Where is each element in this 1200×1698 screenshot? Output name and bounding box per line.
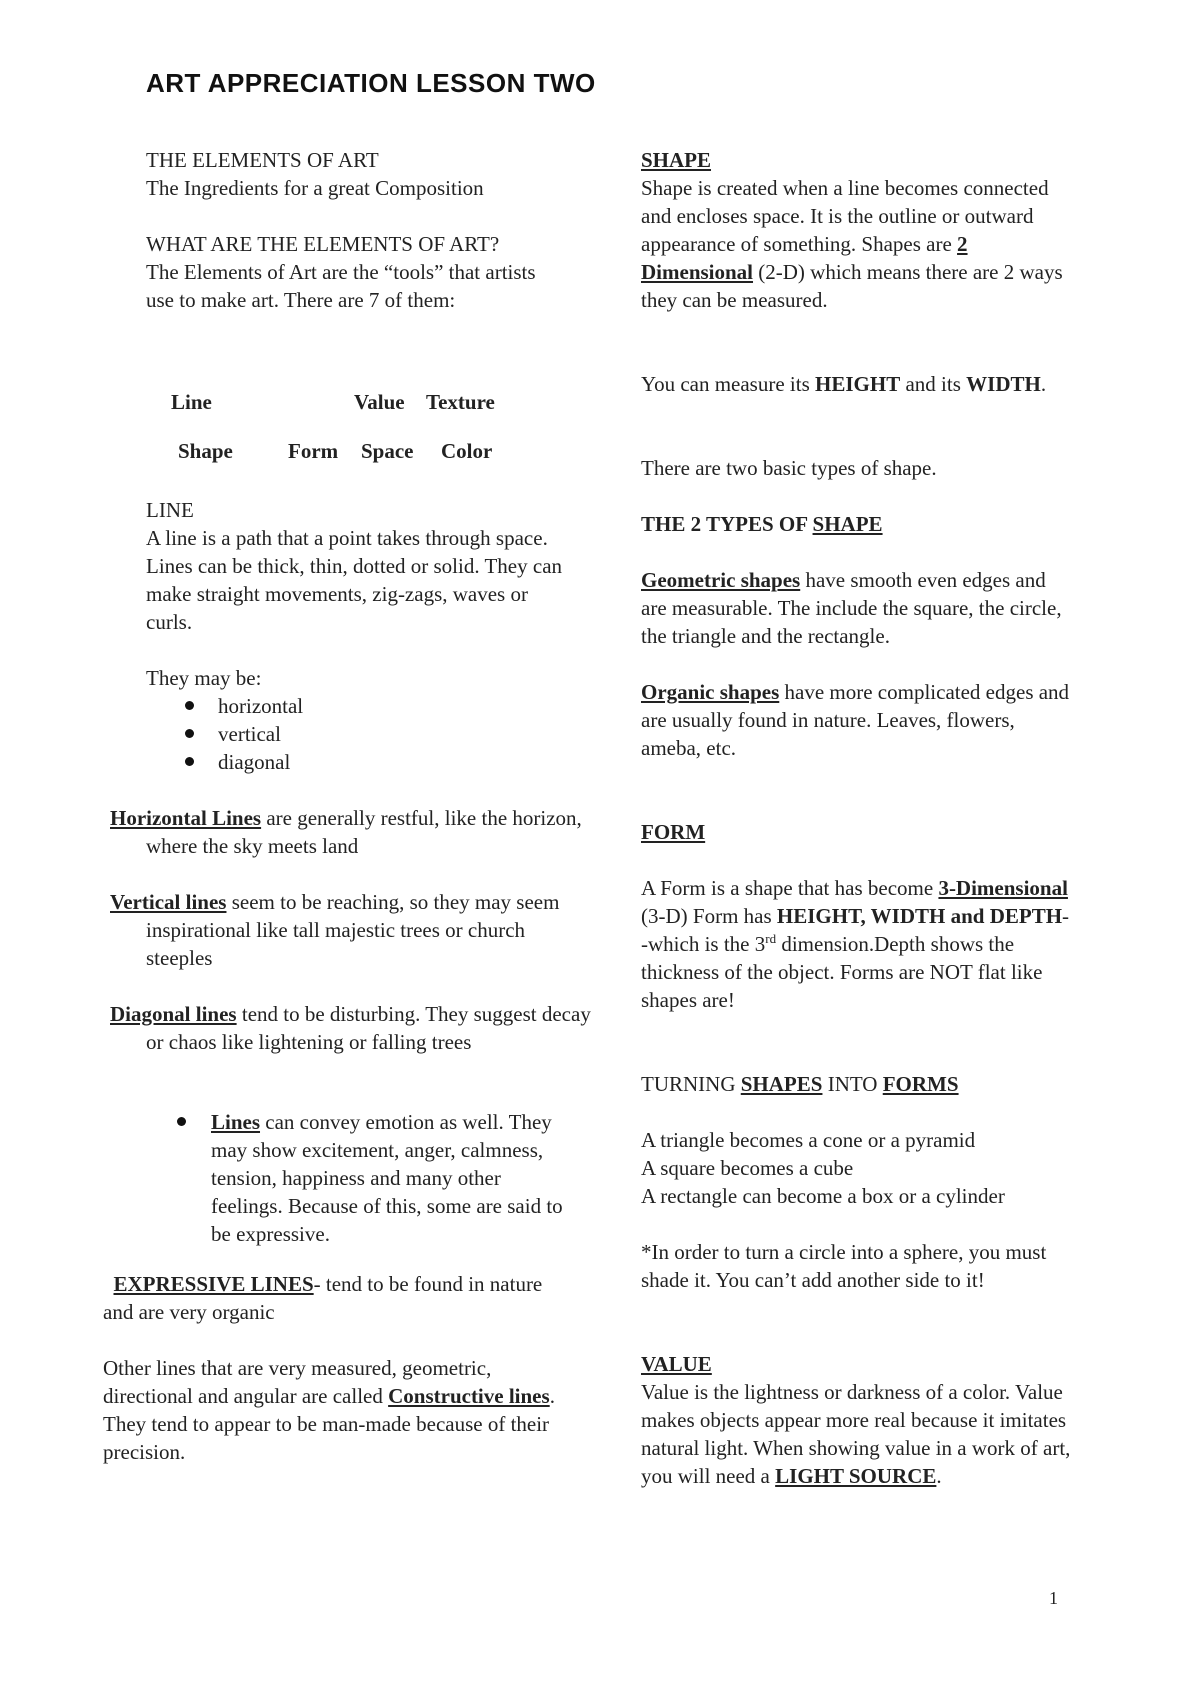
diagonal-lines-text: tend to be disturbing. They suggest decay or chaos like lightening or falling trees (146, 1002, 591, 1054)
lines-emotion-text: can convey emotion as well. They may show excitement, anger, calmness, tension, happiness and many other feelings. Because of this, some are said to be expressive. (211, 1110, 563, 1246)
elements-subheading: The Ingredients for a great Composition (146, 176, 484, 200)
light-source-term: LIGHT SOURCE (775, 1464, 937, 1488)
turning-text: TURNING (641, 1072, 741, 1096)
turning-into: INTO (822, 1072, 883, 1096)
elements-question-answer: The Elements of Art are the “tools” that artists use to make art. There are 7 of them: (146, 260, 536, 312)
organic-shapes-paragraph (641, 678, 1071, 762)
line-description: A line is a path that a point takes through space. Lines can be thick, thin, dotted or solid. They can make straight movements, zig-zags, waves or curls. (146, 526, 563, 634)
value-description-end: . (936, 1464, 942, 1488)
expressive-lines-term: EXPRESSIVE LINES (113, 1272, 314, 1296)
bullet-icon (185, 757, 194, 766)
element-form: Form (288, 439, 339, 463)
horizontal-lines-paragraph (110, 804, 596, 860)
shape-description: Shape is created when a line becomes connected and encloses space. It is the outline or outward appearance of something. Shapes are (641, 176, 1049, 256)
sphere-note: *In order to turn a circle into a sphere, you must shade it. You can’t add another side to it! (641, 1240, 1047, 1292)
horizontal-lines-term: Horizontal Lines (110, 806, 262, 830)
turning-heading (641, 1070, 1071, 1098)
form-3d-term: 3-Dimensional (938, 876, 1068, 900)
shape-width-term: WIDTH (966, 372, 1041, 396)
form-text-mid: (3-D) Form has (641, 904, 777, 928)
shape-types-heading (641, 510, 883, 538)
document-title: ART APPRECIATION LESSON TWO (146, 68, 596, 98)
line-types-intro: They may be: (146, 666, 262, 690)
bullet-icon (177, 1117, 186, 1126)
element-color: Color (441, 439, 493, 463)
organic-shapes-text: have more complicated edges and are usually found in nature. Leaves, flowers, ameba, etc. (641, 680, 1070, 760)
elements-question: WHAT ARE THE ELEMENTS OF ART? (146, 232, 500, 256)
form-text: A Form is a shape that has become (641, 876, 939, 900)
element-value: Value (354, 390, 405, 414)
expressive-lines-text: - tend to be found in nature and are very organic (103, 1272, 543, 1324)
line-heading: LINE (146, 498, 194, 522)
organic-shapes-term: Organic shapes (641, 680, 780, 704)
line-type-vertical: vertical (218, 722, 281, 746)
geometric-shapes-paragraph (641, 566, 1071, 650)
shape-measure-paragraph (641, 370, 1071, 398)
form-heading-text: FORM (641, 820, 706, 844)
shape-measure-text: You can measure its (641, 372, 816, 396)
bullet-icon (185, 701, 194, 710)
turning-shapes-term: SHAPES (740, 1072, 823, 1096)
constructive-lines-intro: Other lines that are very measured, geometric, directional and angular are called (103, 1356, 492, 1408)
form-text-end: dimension.Depth shows the thickness of the object. Forms are NOT flat like shapes are! (641, 932, 1043, 1012)
elements-heading: THE ELEMENTS OF ART (146, 148, 379, 172)
element-texture: Texture (426, 390, 495, 414)
turning-forms-term: FORMS (882, 1072, 959, 1096)
constructive-lines-text: . They tend to appear to be man-made because of their precision. (103, 1384, 555, 1464)
lines-emotion-term: Lines (211, 1110, 261, 1134)
conversion-square: A square becomes a cube (641, 1156, 854, 1180)
lines-emotion-paragraph (211, 1108, 563, 1248)
value-section (641, 1350, 1071, 1490)
elements-question-block (146, 230, 566, 314)
form-superscript: rd (765, 931, 777, 946)
form-paragraph (641, 874, 1071, 1014)
page-number: 1 (1049, 1588, 1058, 1608)
line-type-horizontal: horizontal (218, 694, 304, 718)
shape-measure-end: . (1040, 372, 1047, 396)
element-shape: Shape (178, 439, 233, 463)
element-space: Space (361, 439, 414, 463)
vertical-lines-term: Vertical lines (110, 890, 227, 914)
line-section (146, 496, 566, 636)
vertical-lines-text: seem to be reaching, so they may seem inspirational like tall majestic trees or church steeples (146, 890, 560, 970)
form-heading (641, 818, 705, 846)
shape-heading: SHAPE (641, 148, 712, 172)
value-heading: VALUE (641, 1352, 712, 1376)
bullet-icon (185, 729, 194, 738)
form-text-after: --which is the 3 (641, 904, 1070, 956)
conversion-rectangle: A rectangle can become a box or a cylinder (641, 1184, 1005, 1208)
conversion-triangle: A triangle becomes a cone or a pyramid (641, 1128, 976, 1152)
form-dimensions-term: HEIGHT, WIDTH and DEPTH (776, 904, 1063, 928)
vertical-lines-paragraph (110, 888, 596, 972)
shape-2d-term: 2 Dimensional (641, 232, 968, 284)
shape-measure-and: and its (900, 372, 967, 396)
shape-types-heading-term: SHAPE (812, 512, 883, 536)
shape-description-end: (2-D) which means there are 2 ways they can be measured. (641, 260, 1063, 312)
horizontal-lines-text: are generally restful, like the horizon, where the sky meets land (146, 806, 582, 858)
diagonal-lines-term: Diagonal lines (110, 1002, 237, 1026)
shape-types-heading-text: THE 2 TYPES OF (641, 512, 813, 536)
diagonal-lines-paragraph (110, 1000, 596, 1056)
line-type-diagonal: diagonal (218, 750, 291, 774)
value-description: Value is the lightness or darkness of a color. Value makes objects appear more real because it imitates natural light. When showing value in a work of art, you will need a (641, 1380, 1071, 1488)
expressive-lines-paragraph (103, 1270, 563, 1326)
element-line: Line (171, 390, 212, 414)
shape-height-term: HEIGHT (815, 372, 901, 396)
geometric-shapes-text: have smooth even edges and are measurable. The include the square, the circle, the triangle and the rectangle. (641, 568, 1062, 648)
constructive-lines-term: Constructive lines (388, 1384, 550, 1408)
conversions-list (641, 1126, 1081, 1210)
constructive-lines-paragraph (103, 1354, 573, 1466)
shape-section (641, 146, 1071, 314)
elements-intro (146, 146, 576, 202)
geometric-shapes-term: Geometric shapes (641, 568, 801, 592)
shape-types-intro: There are two basic types of shape. (641, 456, 937, 480)
